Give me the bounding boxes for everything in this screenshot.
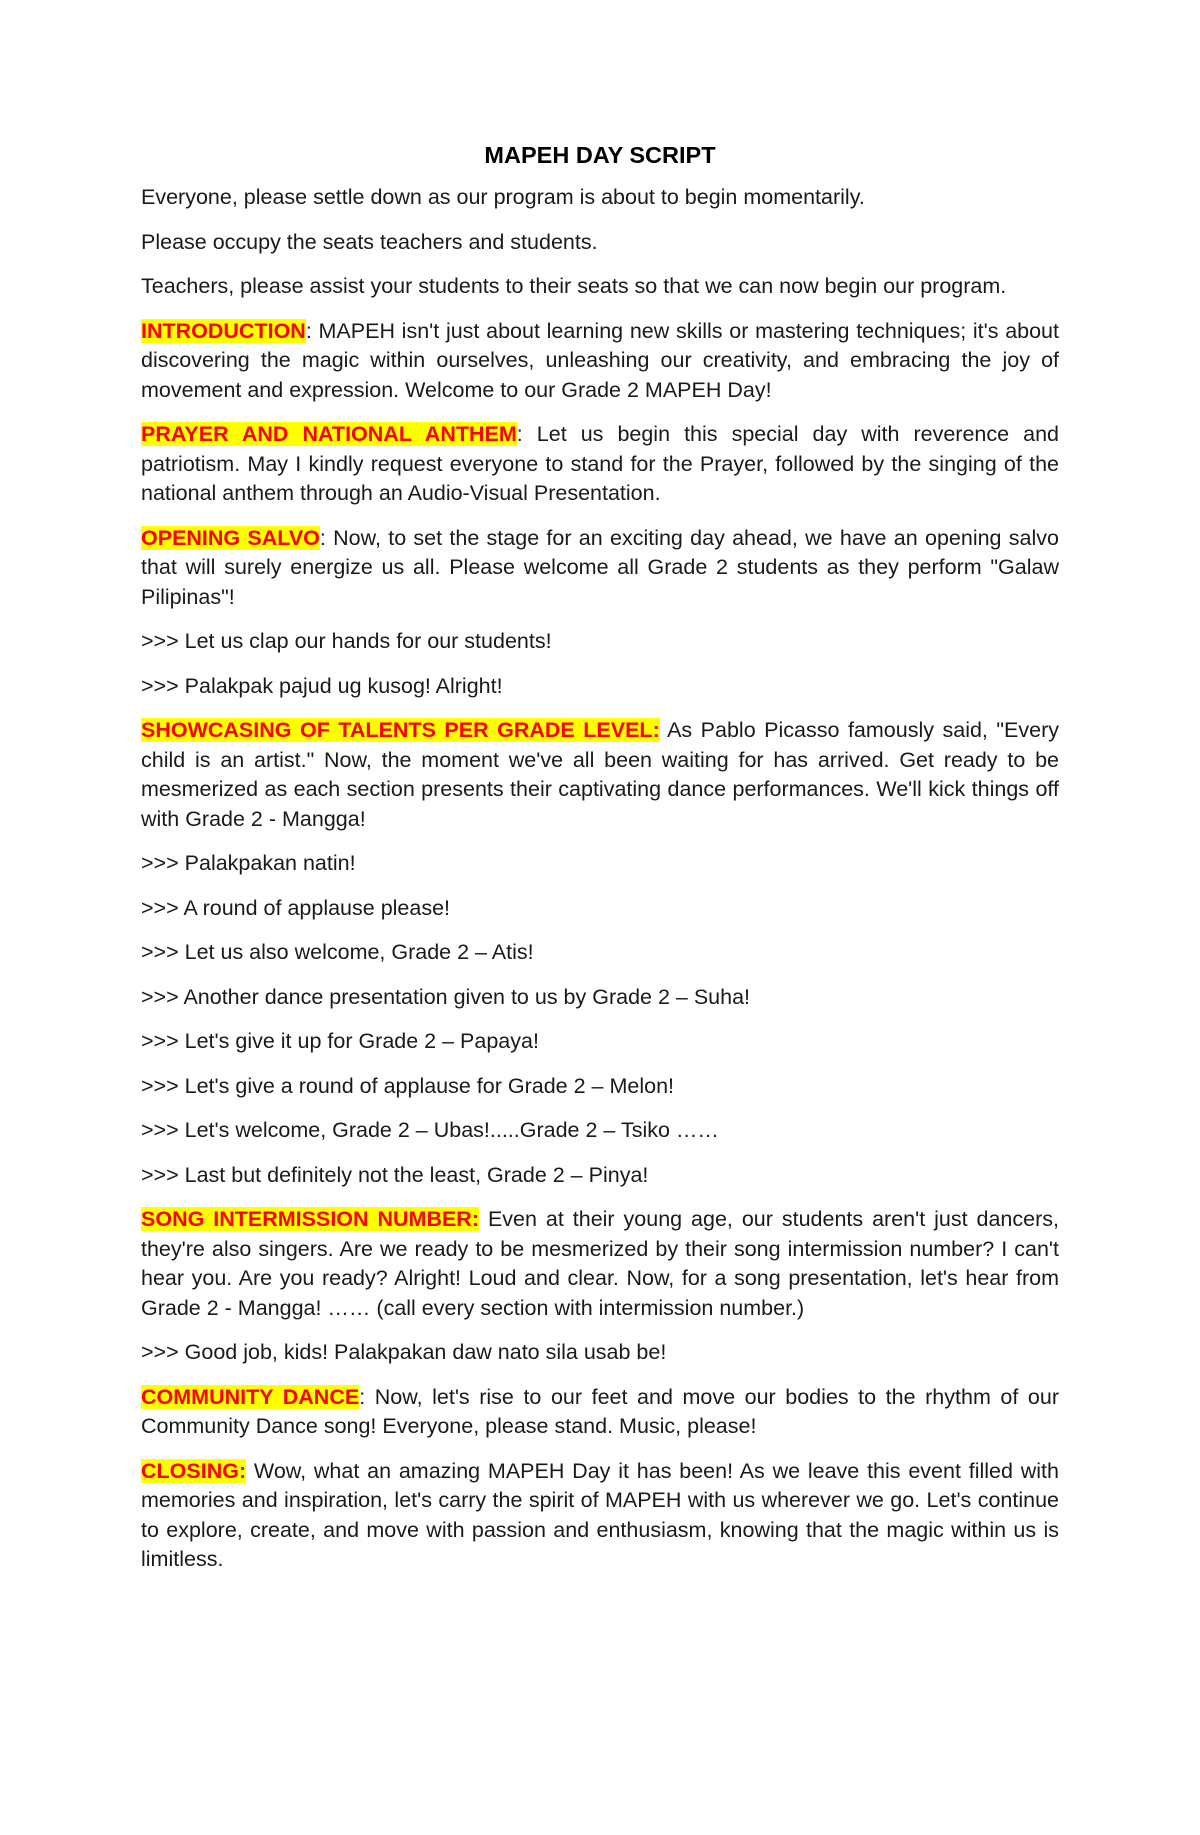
section-showcasing: [141, 716, 1059, 834]
heading-separator: :: [305, 318, 319, 343]
cue-line: >>> Let's give a round of applause for Grade 2 – Melon!: [141, 1073, 674, 1098]
cue-line: >>> Good job, kids! Palakpakan daw nato sila usab be!: [141, 1340, 667, 1364]
section-heading-closing: CLOSING:: [141, 1458, 247, 1483]
cue-line: >>> Let's give it up for Grade 2 – Papaya!: [141, 1029, 539, 1053]
heading-separator: [246, 1459, 254, 1483]
cue-line: >>> Last but definitely not the least, Grade 2 – Pinya!: [141, 1162, 649, 1187]
heading-separator: [660, 718, 667, 742]
cue-line: >>> Another dance presentation given to us by Grade 2 – Suha!: [141, 984, 751, 1009]
document-title: MAPEH DAY SCRIPT: [484, 142, 716, 168]
section-text-opening-salvo: Now, to set the stage for an exciting day ahead, we have an opening salvo that will surely energize us all. Please welcome all Grade 2 students as they perform "Galaw Pilipinas"!: [141, 525, 1059, 609]
heading-separator: :: [319, 525, 334, 550]
section-introduction: [141, 317, 1059, 406]
cue-line: >>> Palakpakan natin!: [141, 851, 356, 875]
heading-separator: [479, 1207, 488, 1231]
intro-line-settle: Everyone, please settle down as our program is about to begin momentarily.: [141, 185, 865, 209]
section-song-intermission: [141, 1205, 1059, 1323]
section-opening-salvo: [141, 524, 1059, 613]
cue-line: >>> Let us also welcome, Grade 2 – Atis!: [141, 940, 534, 964]
cue-line: >>> Let's welcome, Grade 2 – Ubas!.....Grade 2 – Tsiko ……: [141, 1118, 719, 1142]
section-heading-opening-salvo: OPENING SALVO: [141, 525, 320, 550]
section-closing: [141, 1457, 1059, 1575]
intro-line-teachers: Teachers, please assist your students to their seats so that we can now begin our program.: [141, 274, 1007, 298]
section-text-prayer: Let us begin this special day with reverence and patriotism. May I kindly request everyone to stand for the Prayer, followed by the singing of the national anthem through an Audio-Visual Presentation.: [141, 422, 1059, 505]
section-heading-song-intermission: SONG INTERMISSION NUMBER:: [141, 1207, 479, 1231]
section-prayer: [141, 420, 1059, 509]
section-text-introduction: MAPEH isn't just about learning new skills or mastering techniques; it's about discovering the magic within ourselves, unleashing our creativity, and embracing the joy of movement and expression. Welcome to our Grade 2 MAPEH Day!: [141, 318, 1059, 402]
section-text-showcasing: As Pablo Picasso famously said, "Every child is an artist." Now, the moment we've all been waiting for has arrived. Get ready to be mesmerized as each section presents their captivating dance performances. We'll kick things off with Grade 2 - Mangga!: [141, 718, 1059, 831]
intro-line-seats: Please occupy the seats teachers and students.: [141, 229, 598, 254]
cue-line: >>> Palakpak pajud ug kusog! Alright!: [141, 673, 503, 698]
section-heading-showcasing: SHOWCASING OF TALENTS PER GRADE LEVEL:: [141, 718, 660, 742]
section-community-dance: [141, 1383, 1059, 1442]
section-text-closing: Wow, what an amazing MAPEH Day it has been! As we leave this event filled with memories and inspiration, let's carry the spirit of MAPEH with us wherever we go. Let's continue to explore, create, and move with passion and enthusiasm, knowing that the magic within us is limitless.: [141, 1458, 1059, 1571]
document-body: [141, 140, 1059, 1590]
heading-separator: :: [516, 422, 537, 446]
heading-separator: :: [359, 1384, 375, 1409]
section-text-song-intermission: Even at their young age, our students aren't just dancers, they're also singers. Are we ready to be mesmerized by their song intermission number? I can't hear you. Are you ready? Alright! Loud and clear. Now, for a song presentation, let's hear from Grade 2 - Mangga! …… (call every section with intermission number.): [141, 1207, 1059, 1320]
cue-line: >>> A round of applause please!: [141, 895, 451, 920]
section-heading-introduction: INTRODUCTION: [141, 318, 306, 343]
cue-line: >>> Let us clap our hands for our students!: [141, 629, 552, 653]
section-text-community-dance: Now, let's rise to our feet and move our bodies to the rhythm of our Community Dance song! Everyone, please stand. Music, please!: [141, 1384, 1059, 1438]
section-heading-prayer: PRAYER AND NATIONAL ANTHEM: [141, 422, 517, 446]
section-heading-community-dance: COMMUNITY DANCE: [141, 1384, 360, 1409]
